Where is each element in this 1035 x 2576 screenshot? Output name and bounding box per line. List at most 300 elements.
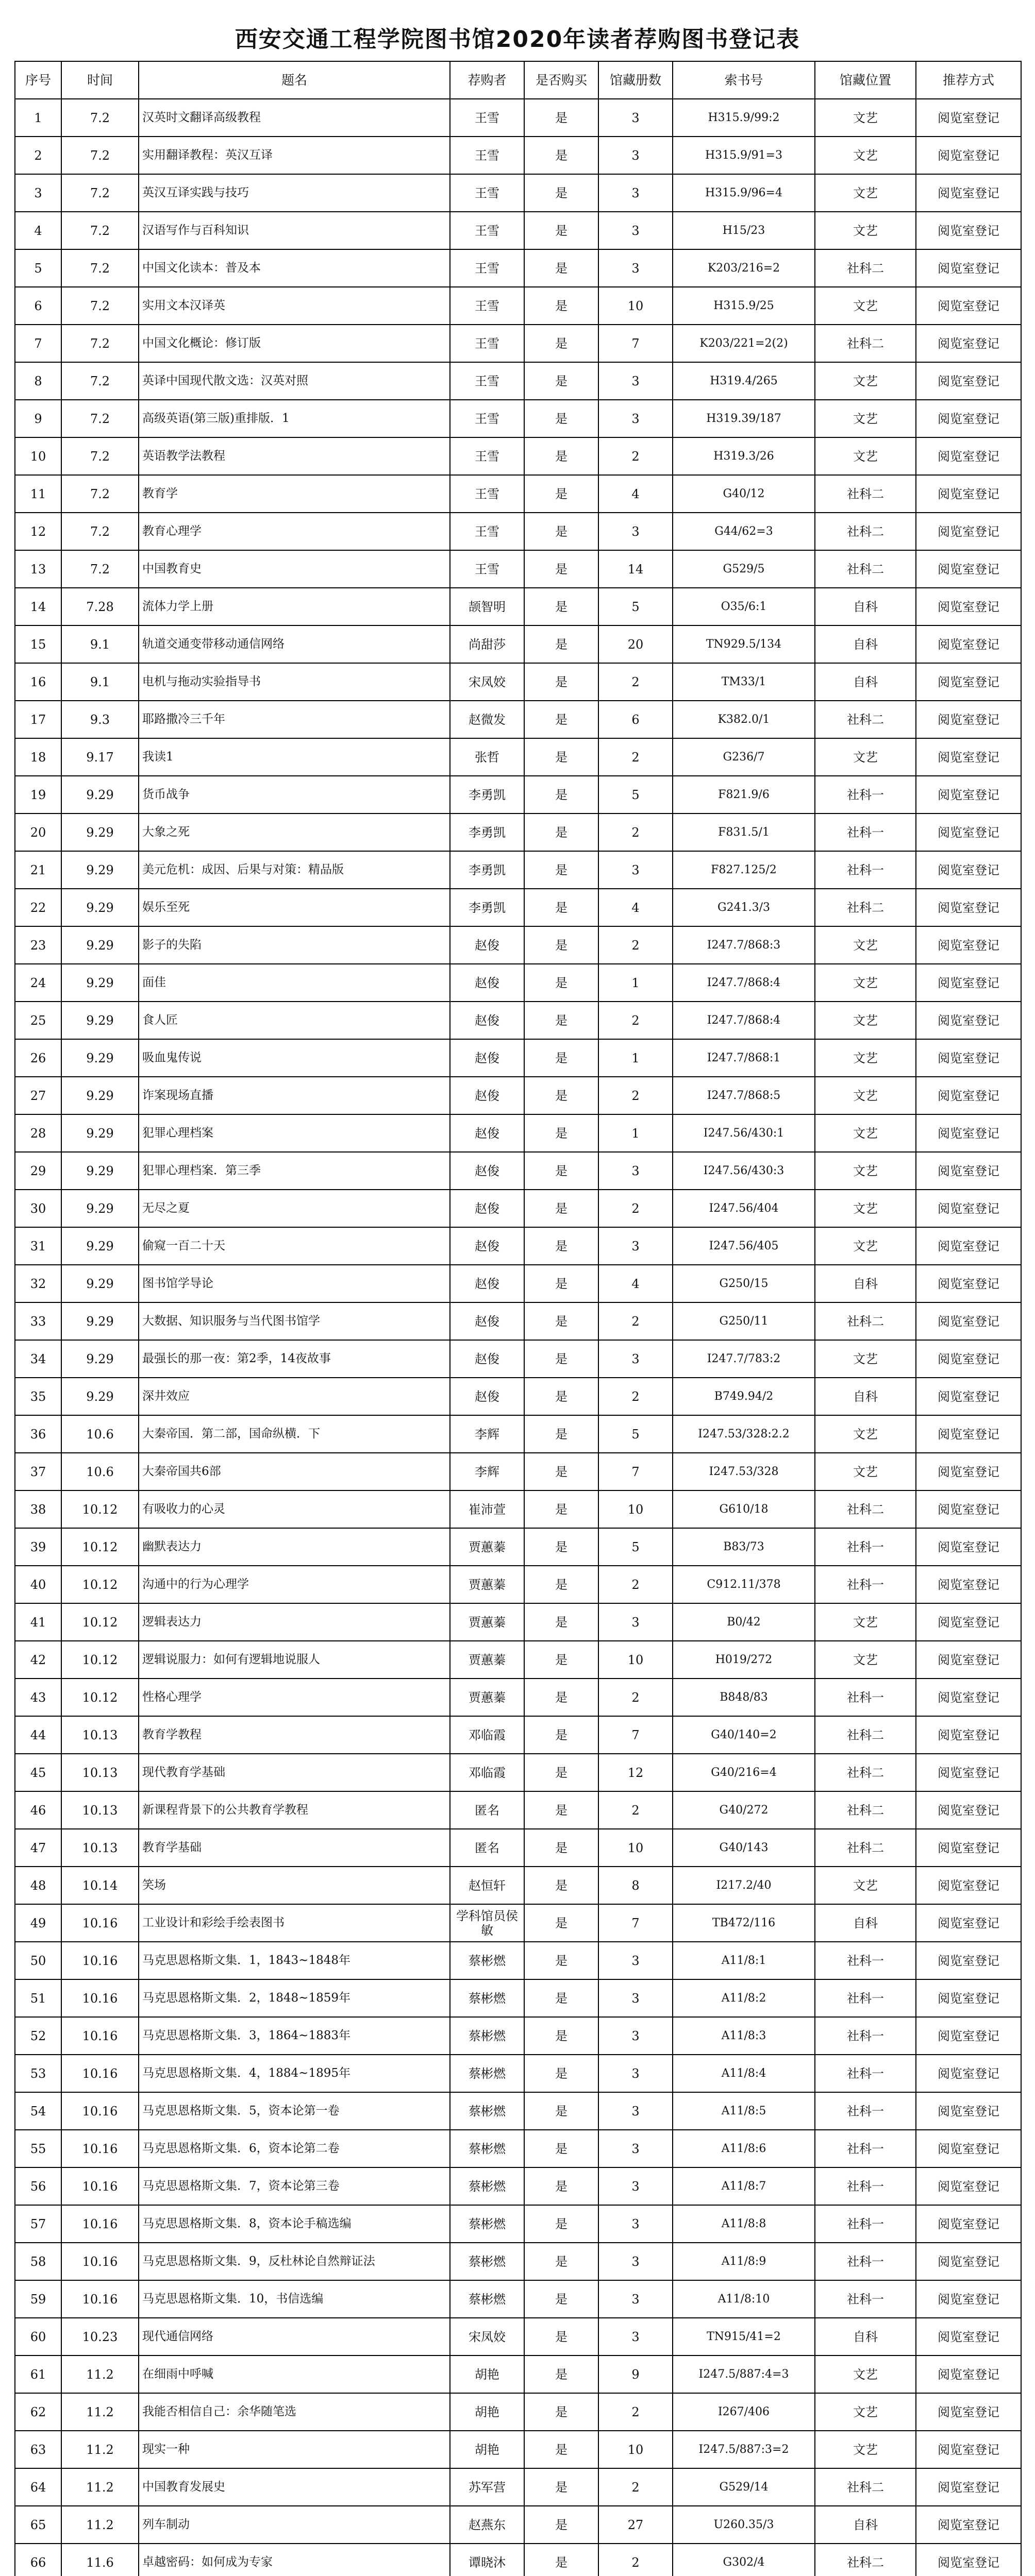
cell-date: 10.16: [61, 2243, 139, 2280]
cell-method: 阅览室登记: [916, 2243, 1021, 2280]
cell-method: 阅览室登记: [916, 588, 1021, 625]
cell-date: 9.29: [61, 964, 139, 1002]
cell-purchased: 是: [524, 2017, 598, 2055]
cell-recommender: 苏军营: [450, 2468, 524, 2506]
cell-date: 9.29: [61, 1190, 139, 1227]
cell-date: 7.28: [61, 588, 139, 625]
cell-index: 10: [15, 437, 61, 475]
table-row: [15, 362, 1021, 400]
cell-copies: 3: [598, 1942, 673, 1979]
cell-title: 高级英语(第三版)重排版．1: [139, 400, 450, 437]
table-row: [15, 2092, 1021, 2130]
cell-date: 10.16: [61, 2280, 139, 2318]
cell-title: 偷窥一百二十天: [139, 1227, 450, 1265]
cell-location: 文艺: [815, 1641, 916, 1679]
cell-location: 文艺: [815, 400, 916, 437]
cell-copies: 14: [598, 550, 673, 588]
cell-method: 阅览室登记: [916, 400, 1021, 437]
cell-recommender: 学科馆员侯敏: [450, 1904, 524, 1942]
table-row: [15, 1378, 1021, 1415]
cell-title: 英译中国现代散文选：汉英对照: [139, 362, 450, 400]
cell-call-number: I247.7/868:1: [673, 1039, 815, 1077]
cell-location: 社科二: [815, 1490, 916, 1528]
cell-title: 流体力学上册: [139, 588, 450, 625]
cell-location: 自科: [815, 588, 916, 625]
cell-copies: 2: [598, 2393, 673, 2431]
cell-purchased: 是: [524, 1002, 598, 1039]
cell-recommender: 贾蕙蓁: [450, 1641, 524, 1679]
cell-purchased: 是: [524, 2280, 598, 2318]
cell-purchased: 是: [524, 1490, 598, 1528]
cell-title: 吸血鬼传说: [139, 1039, 450, 1077]
cell-location: 文艺: [815, 1227, 916, 1265]
cell-method: 阅览室登记: [916, 926, 1021, 964]
cell-copies: 3: [598, 2205, 673, 2243]
cell-title: 马克思恩格斯文集．4，1884~1895年: [139, 2055, 450, 2092]
cell-copies: 9: [598, 2355, 673, 2393]
cell-date: 10.16: [61, 2055, 139, 2092]
cell-recommender: 赵俊: [450, 1077, 524, 1114]
cell-date: 7.2: [61, 212, 139, 249]
cell-location: 文艺: [815, 287, 916, 325]
cell-recommender: 宋凤姣: [450, 663, 524, 701]
cell-index: 18: [15, 738, 61, 776]
table-row: [15, 1265, 1021, 1302]
cell-copies: 7: [598, 325, 673, 362]
cell-call-number: I247.7/783:2: [673, 1340, 815, 1378]
table-row: [15, 2205, 1021, 2243]
col-header-recommender: 荐购者: [450, 61, 524, 99]
cell-method: 阅览室登记: [916, 2092, 1021, 2130]
cell-method: 阅览室登记: [916, 738, 1021, 776]
cell-recommender: 匿名: [450, 1829, 524, 1867]
cell-location: 文艺: [815, 2355, 916, 2393]
cell-index: 39: [15, 1528, 61, 1566]
cell-recommender: 王雪: [450, 325, 524, 362]
cell-copies: 1: [598, 964, 673, 1002]
cell-location: 文艺: [815, 1190, 916, 1227]
cell-copies: 2: [598, 814, 673, 851]
cell-copies: 2: [598, 1791, 673, 1829]
cell-index: 27: [15, 1077, 61, 1114]
cell-purchased: 是: [524, 1302, 598, 1340]
table-row: [15, 1002, 1021, 1039]
table-row: [15, 2506, 1021, 2544]
table-row: [15, 588, 1021, 625]
header-row: [15, 61, 1021, 99]
cell-method: 阅览室登记: [916, 437, 1021, 475]
cell-purchased: 是: [524, 926, 598, 964]
cell-method: 阅览室登记: [916, 814, 1021, 851]
cell-call-number: H315.9/91=3: [673, 137, 815, 174]
cell-date: 9.29: [61, 776, 139, 814]
cell-purchased: 是: [524, 1378, 598, 1415]
cell-call-number: G40/216=4: [673, 1754, 815, 1791]
cell-call-number: U260.35/3: [673, 2506, 815, 2544]
cell-title: 笑场: [139, 1867, 450, 1904]
cell-index: 47: [15, 1829, 61, 1867]
cell-location: 文艺: [815, 1077, 916, 1114]
cell-call-number: G250/15: [673, 1265, 815, 1302]
cell-title: 列车制动: [139, 2506, 450, 2544]
table-row: [15, 1679, 1021, 1716]
cell-recommender: 赵俊: [450, 1302, 524, 1340]
cell-call-number: TN929.5/134: [673, 625, 815, 663]
cell-copies: 2: [598, 926, 673, 964]
cell-recommender: 蔡彬燃: [450, 2055, 524, 2092]
cell-method: 阅览室登记: [916, 625, 1021, 663]
cell-date: 9.29: [61, 851, 139, 889]
cell-call-number: H15/23: [673, 212, 815, 249]
cell-title: 教育学: [139, 475, 450, 513]
cell-title: 实用文本汉译英: [139, 287, 450, 325]
cell-method: 阅览室登记: [916, 1415, 1021, 1453]
cell-index: 4: [15, 212, 61, 249]
table-row: [15, 249, 1021, 287]
cell-copies: 2: [598, 1679, 673, 1716]
cell-index: 14: [15, 588, 61, 625]
cell-purchased: 是: [524, 550, 598, 588]
cell-title: 食人匠: [139, 1002, 450, 1039]
cell-recommender: 邓临霞: [450, 1716, 524, 1754]
table-row: [15, 889, 1021, 926]
cell-purchased: 是: [524, 1077, 598, 1114]
cell-location: 文艺: [815, 1603, 916, 1641]
cell-recommender: 崔沛萱: [450, 1490, 524, 1528]
cell-location: 社科二: [815, 1829, 916, 1867]
cell-copies: 3: [598, 1227, 673, 1265]
cell-location: 社科一: [815, 1942, 916, 1979]
cell-index: 25: [15, 1002, 61, 1039]
cell-method: 阅览室登记: [916, 1867, 1021, 1904]
cell-call-number: G529/5: [673, 550, 815, 588]
cell-copies: 3: [598, 2280, 673, 2318]
cell-purchased: 是: [524, 1867, 598, 1904]
cell-location: 自科: [815, 1904, 916, 1942]
cell-purchased: 是: [524, 249, 598, 287]
cell-copies: 2: [598, 663, 673, 701]
cell-recommender: 谭晓沐: [450, 2544, 524, 2576]
cell-date: 10.12: [61, 1641, 139, 1679]
cell-purchased: 是: [524, 400, 598, 437]
cell-purchased: 是: [524, 2167, 598, 2205]
cell-purchased: 是: [524, 1453, 598, 1490]
cell-call-number: G610/18: [673, 1490, 815, 1528]
cell-index: 20: [15, 814, 61, 851]
cell-index: 55: [15, 2130, 61, 2167]
cell-index: 34: [15, 1340, 61, 1378]
cell-copies: 2: [598, 738, 673, 776]
cell-purchased: 是: [524, 2318, 598, 2355]
cell-purchased: 是: [524, 1566, 598, 1603]
cell-purchased: 是: [524, 174, 598, 212]
cell-date: 10.12: [61, 1528, 139, 1566]
cell-title: 马克思恩格斯文集．5，资本论第一卷: [139, 2092, 450, 2130]
table-row: [15, 2468, 1021, 2506]
cell-copies: 10: [598, 287, 673, 325]
cell-date: 10.16: [61, 2017, 139, 2055]
cell-copies: 1: [598, 1114, 673, 1152]
cell-title: 中国文化概论：修订版: [139, 325, 450, 362]
cell-location: 文艺: [815, 1114, 916, 1152]
cell-method: 阅览室登记: [916, 1340, 1021, 1378]
cell-index: 6: [15, 287, 61, 325]
cell-call-number: F821.9/6: [673, 776, 815, 814]
table-row: [15, 926, 1021, 964]
cell-index: 23: [15, 926, 61, 964]
cell-method: 阅览室登记: [916, 1077, 1021, 1114]
cell-location: 文艺: [815, 99, 916, 137]
cell-purchased: 是: [524, 2544, 598, 2576]
cell-location: 社科一: [815, 1979, 916, 2017]
cell-call-number: O35/6:1: [673, 588, 815, 625]
table-row: [15, 2017, 1021, 2055]
cell-recommender: 蔡彬燃: [450, 2017, 524, 2055]
cell-call-number: H319.4/265: [673, 362, 815, 400]
cell-method: 阅览室登记: [916, 2544, 1021, 2576]
cell-copies: 20: [598, 625, 673, 663]
table-row: [15, 776, 1021, 814]
cell-purchased: 是: [524, 2431, 598, 2468]
cell-location: 文艺: [815, 1867, 916, 1904]
cell-location: 社科一: [815, 2205, 916, 2243]
cell-location: 自科: [815, 625, 916, 663]
cell-index: 37: [15, 1453, 61, 1490]
table-row: [15, 2280, 1021, 2318]
table-row: [15, 1754, 1021, 1791]
cell-index: 59: [15, 2280, 61, 2318]
cell-recommender: 李勇凯: [450, 851, 524, 889]
cell-title: 现代教育学基础: [139, 1754, 450, 1791]
cell-index: 35: [15, 1378, 61, 1415]
cell-copies: 3: [598, 1603, 673, 1641]
cell-purchased: 是: [524, 362, 598, 400]
cell-title: 马克思恩格斯文集．6，资本论第二卷: [139, 2130, 450, 2167]
cell-location: 文艺: [815, 1039, 916, 1077]
cell-date: 11.6: [61, 2544, 139, 2576]
cell-method: 阅览室登记: [916, 1378, 1021, 1415]
cell-recommender: 胡艳: [450, 2355, 524, 2393]
cell-call-number: G40/140=2: [673, 1716, 815, 1754]
cell-recommender: 赵燕东: [450, 2506, 524, 2544]
cell-purchased: 是: [524, 287, 598, 325]
col-header-index: 序号: [15, 61, 61, 99]
cell-index: 12: [15, 513, 61, 550]
cell-index: 42: [15, 1641, 61, 1679]
cell-index: 56: [15, 2167, 61, 2205]
cell-title: 诈案现场直播: [139, 1077, 450, 1114]
cell-recommender: 赵俊: [450, 1265, 524, 1302]
cell-call-number: G44/62=3: [673, 513, 815, 550]
cell-purchased: 是: [524, 513, 598, 550]
cell-title: 大象之死: [139, 814, 450, 851]
cell-copies: 3: [598, 137, 673, 174]
cell-copies: 10: [598, 1641, 673, 1679]
cell-location: 社科一: [815, 2130, 916, 2167]
cell-date: 10.23: [61, 2318, 139, 2355]
cell-recommender: 贾蕙蓁: [450, 1566, 524, 1603]
cell-date: 7.2: [61, 325, 139, 362]
cell-recommender: 张哲: [450, 738, 524, 776]
cell-copies: 7: [598, 1904, 673, 1942]
cell-recommender: 王雪: [450, 550, 524, 588]
cell-date: 7.2: [61, 99, 139, 137]
cell-location: 文艺: [815, 1415, 916, 1453]
table-row: [15, 2243, 1021, 2280]
cell-title: 英语教学法教程: [139, 437, 450, 475]
cell-call-number: C912.11/378: [673, 1566, 815, 1603]
cell-date: 10.16: [61, 2130, 139, 2167]
cell-recommender: 王雪: [450, 513, 524, 550]
cell-index: 13: [15, 550, 61, 588]
cell-copies: 3: [598, 1152, 673, 1190]
col-header-copies: 馆藏册数: [598, 61, 673, 99]
table-row: [15, 1340, 1021, 1378]
cell-call-number: G40/272: [673, 1791, 815, 1829]
cell-call-number: G236/7: [673, 738, 815, 776]
cell-method: 阅览室登记: [916, 99, 1021, 137]
cell-call-number: G40/143: [673, 1829, 815, 1867]
cell-index: 1: [15, 99, 61, 137]
cell-index: 31: [15, 1227, 61, 1265]
cell-call-number: A11/8:3: [673, 2017, 815, 2055]
table-row: [15, 550, 1021, 588]
cell-index: 29: [15, 1152, 61, 1190]
cell-method: 阅览室登记: [916, 1641, 1021, 1679]
cell-call-number: G40/12: [673, 475, 815, 513]
cell-purchased: 是: [524, 1979, 598, 2017]
cell-call-number: TB472/116: [673, 1904, 815, 1942]
cell-copies: 8: [598, 1867, 673, 1904]
cell-index: 51: [15, 1979, 61, 2017]
cell-index: 48: [15, 1867, 61, 1904]
cell-recommender: 王雪: [450, 99, 524, 137]
cell-method: 阅览室登记: [916, 362, 1021, 400]
cell-call-number: TM33/1: [673, 663, 815, 701]
cell-location: 文艺: [815, 362, 916, 400]
table-row: [15, 625, 1021, 663]
cell-copies: 7: [598, 1716, 673, 1754]
cell-copies: 10: [598, 1829, 673, 1867]
cell-purchased: 是: [524, 1716, 598, 1754]
cell-call-number: H315.9/99:2: [673, 99, 815, 137]
cell-call-number: I247.7/868:3: [673, 926, 815, 964]
cell-location: 文艺: [815, 926, 916, 964]
cell-recommender: 赵俊: [450, 1152, 524, 1190]
cell-title: 幽默表达力: [139, 1528, 450, 1566]
cell-method: 阅览室登记: [916, 1904, 1021, 1942]
cell-copies: 3: [598, 249, 673, 287]
cell-title: 马克思恩格斯文集．8，资本论手稿选编: [139, 2205, 450, 2243]
cell-copies: 2: [598, 437, 673, 475]
cell-date: 11.2: [61, 2355, 139, 2393]
cell-index: 38: [15, 1490, 61, 1528]
cell-recommender: 王雪: [450, 137, 524, 174]
cell-recommender: 蔡彬燃: [450, 2167, 524, 2205]
cell-copies: 2: [598, 1302, 673, 1340]
table-row: [15, 475, 1021, 513]
cell-method: 阅览室登记: [916, 1566, 1021, 1603]
cell-title: 影子的失陷: [139, 926, 450, 964]
cell-purchased: 是: [524, 1227, 598, 1265]
cell-location: 文艺: [815, 174, 916, 212]
cell-index: 66: [15, 2544, 61, 2576]
cell-recommender: 王雪: [450, 174, 524, 212]
cell-method: 阅览室登记: [916, 2468, 1021, 2506]
cell-call-number: I267/406: [673, 2393, 815, 2431]
cell-method: 阅览室登记: [916, 1490, 1021, 1528]
cell-call-number: I247.7/868:5: [673, 1077, 815, 1114]
cell-call-number: I247.56/405: [673, 1227, 815, 1265]
cell-purchased: 是: [524, 1942, 598, 1979]
cell-index: 54: [15, 2092, 61, 2130]
cell-index: 33: [15, 1302, 61, 1340]
page-title: 西安交通工程学院图书馆2020年读者荐购图书登记表: [235, 26, 800, 53]
cell-call-number: H315.9/96=4: [673, 174, 815, 212]
cell-location: 社科一: [815, 2017, 916, 2055]
table-row: [15, 1227, 1021, 1265]
cell-index: 49: [15, 1904, 61, 1942]
col-header-purchased: 是否购买: [524, 61, 598, 99]
cell-method: 阅览室登记: [916, 212, 1021, 249]
cell-date: 10.12: [61, 1603, 139, 1641]
cell-index: 57: [15, 2205, 61, 2243]
cell-index: 62: [15, 2393, 61, 2431]
table-row: [15, 1641, 1021, 1679]
cell-index: 61: [15, 2355, 61, 2393]
table-row: [15, 663, 1021, 701]
cell-call-number: H315.9/25: [673, 287, 815, 325]
cell-title: 工业设计和彩绘手绘表图书: [139, 1904, 450, 1942]
cell-call-number: I247.56/404: [673, 1190, 815, 1227]
cell-recommender: 王雪: [450, 400, 524, 437]
cell-purchased: 是: [524, 137, 598, 174]
cell-recommender: 李勇凯: [450, 814, 524, 851]
cell-title: 马克思恩格斯文集．9，反杜林论自然辩证法: [139, 2243, 450, 2280]
cell-method: 阅览室登记: [916, 2318, 1021, 2355]
cell-purchased: 是: [524, 2130, 598, 2167]
cell-date: 7.2: [61, 249, 139, 287]
cell-title: 马克思恩格斯文集．7，资本论第三卷: [139, 2167, 450, 2205]
cell-method: 阅览室登记: [916, 249, 1021, 287]
cell-copies: 3: [598, 2130, 673, 2167]
table-row: [15, 1039, 1021, 1077]
cell-index: 32: [15, 1265, 61, 1302]
cell-index: 63: [15, 2431, 61, 2468]
cell-recommender: 贾蕙蓁: [450, 1603, 524, 1641]
cell-method: 阅览室登记: [916, 1829, 1021, 1867]
cell-location: 社科一: [815, 2167, 916, 2205]
cell-call-number: I247.5/887:4=3: [673, 2355, 815, 2393]
cell-index: 64: [15, 2468, 61, 2506]
cell-purchased: 是: [524, 2355, 598, 2393]
table-row: [15, 851, 1021, 889]
table-row: [15, 1979, 1021, 2017]
cell-purchased: 是: [524, 325, 598, 362]
cell-copies: 2: [598, 1190, 673, 1227]
table-row: [15, 400, 1021, 437]
cell-method: 阅览室登记: [916, 475, 1021, 513]
cell-method: 阅览室登记: [916, 889, 1021, 926]
cell-recommender: 赵俊: [450, 926, 524, 964]
cell-recommender: 匿名: [450, 1791, 524, 1829]
cell-method: 阅览室登记: [916, 2393, 1021, 2431]
cell-date: 10.16: [61, 2205, 139, 2243]
cell-method: 阅览室登记: [916, 1002, 1021, 1039]
cell-purchased: 是: [524, 663, 598, 701]
cell-purchased: 是: [524, 1829, 598, 1867]
cell-title: 犯罪心理档案: [139, 1114, 450, 1152]
